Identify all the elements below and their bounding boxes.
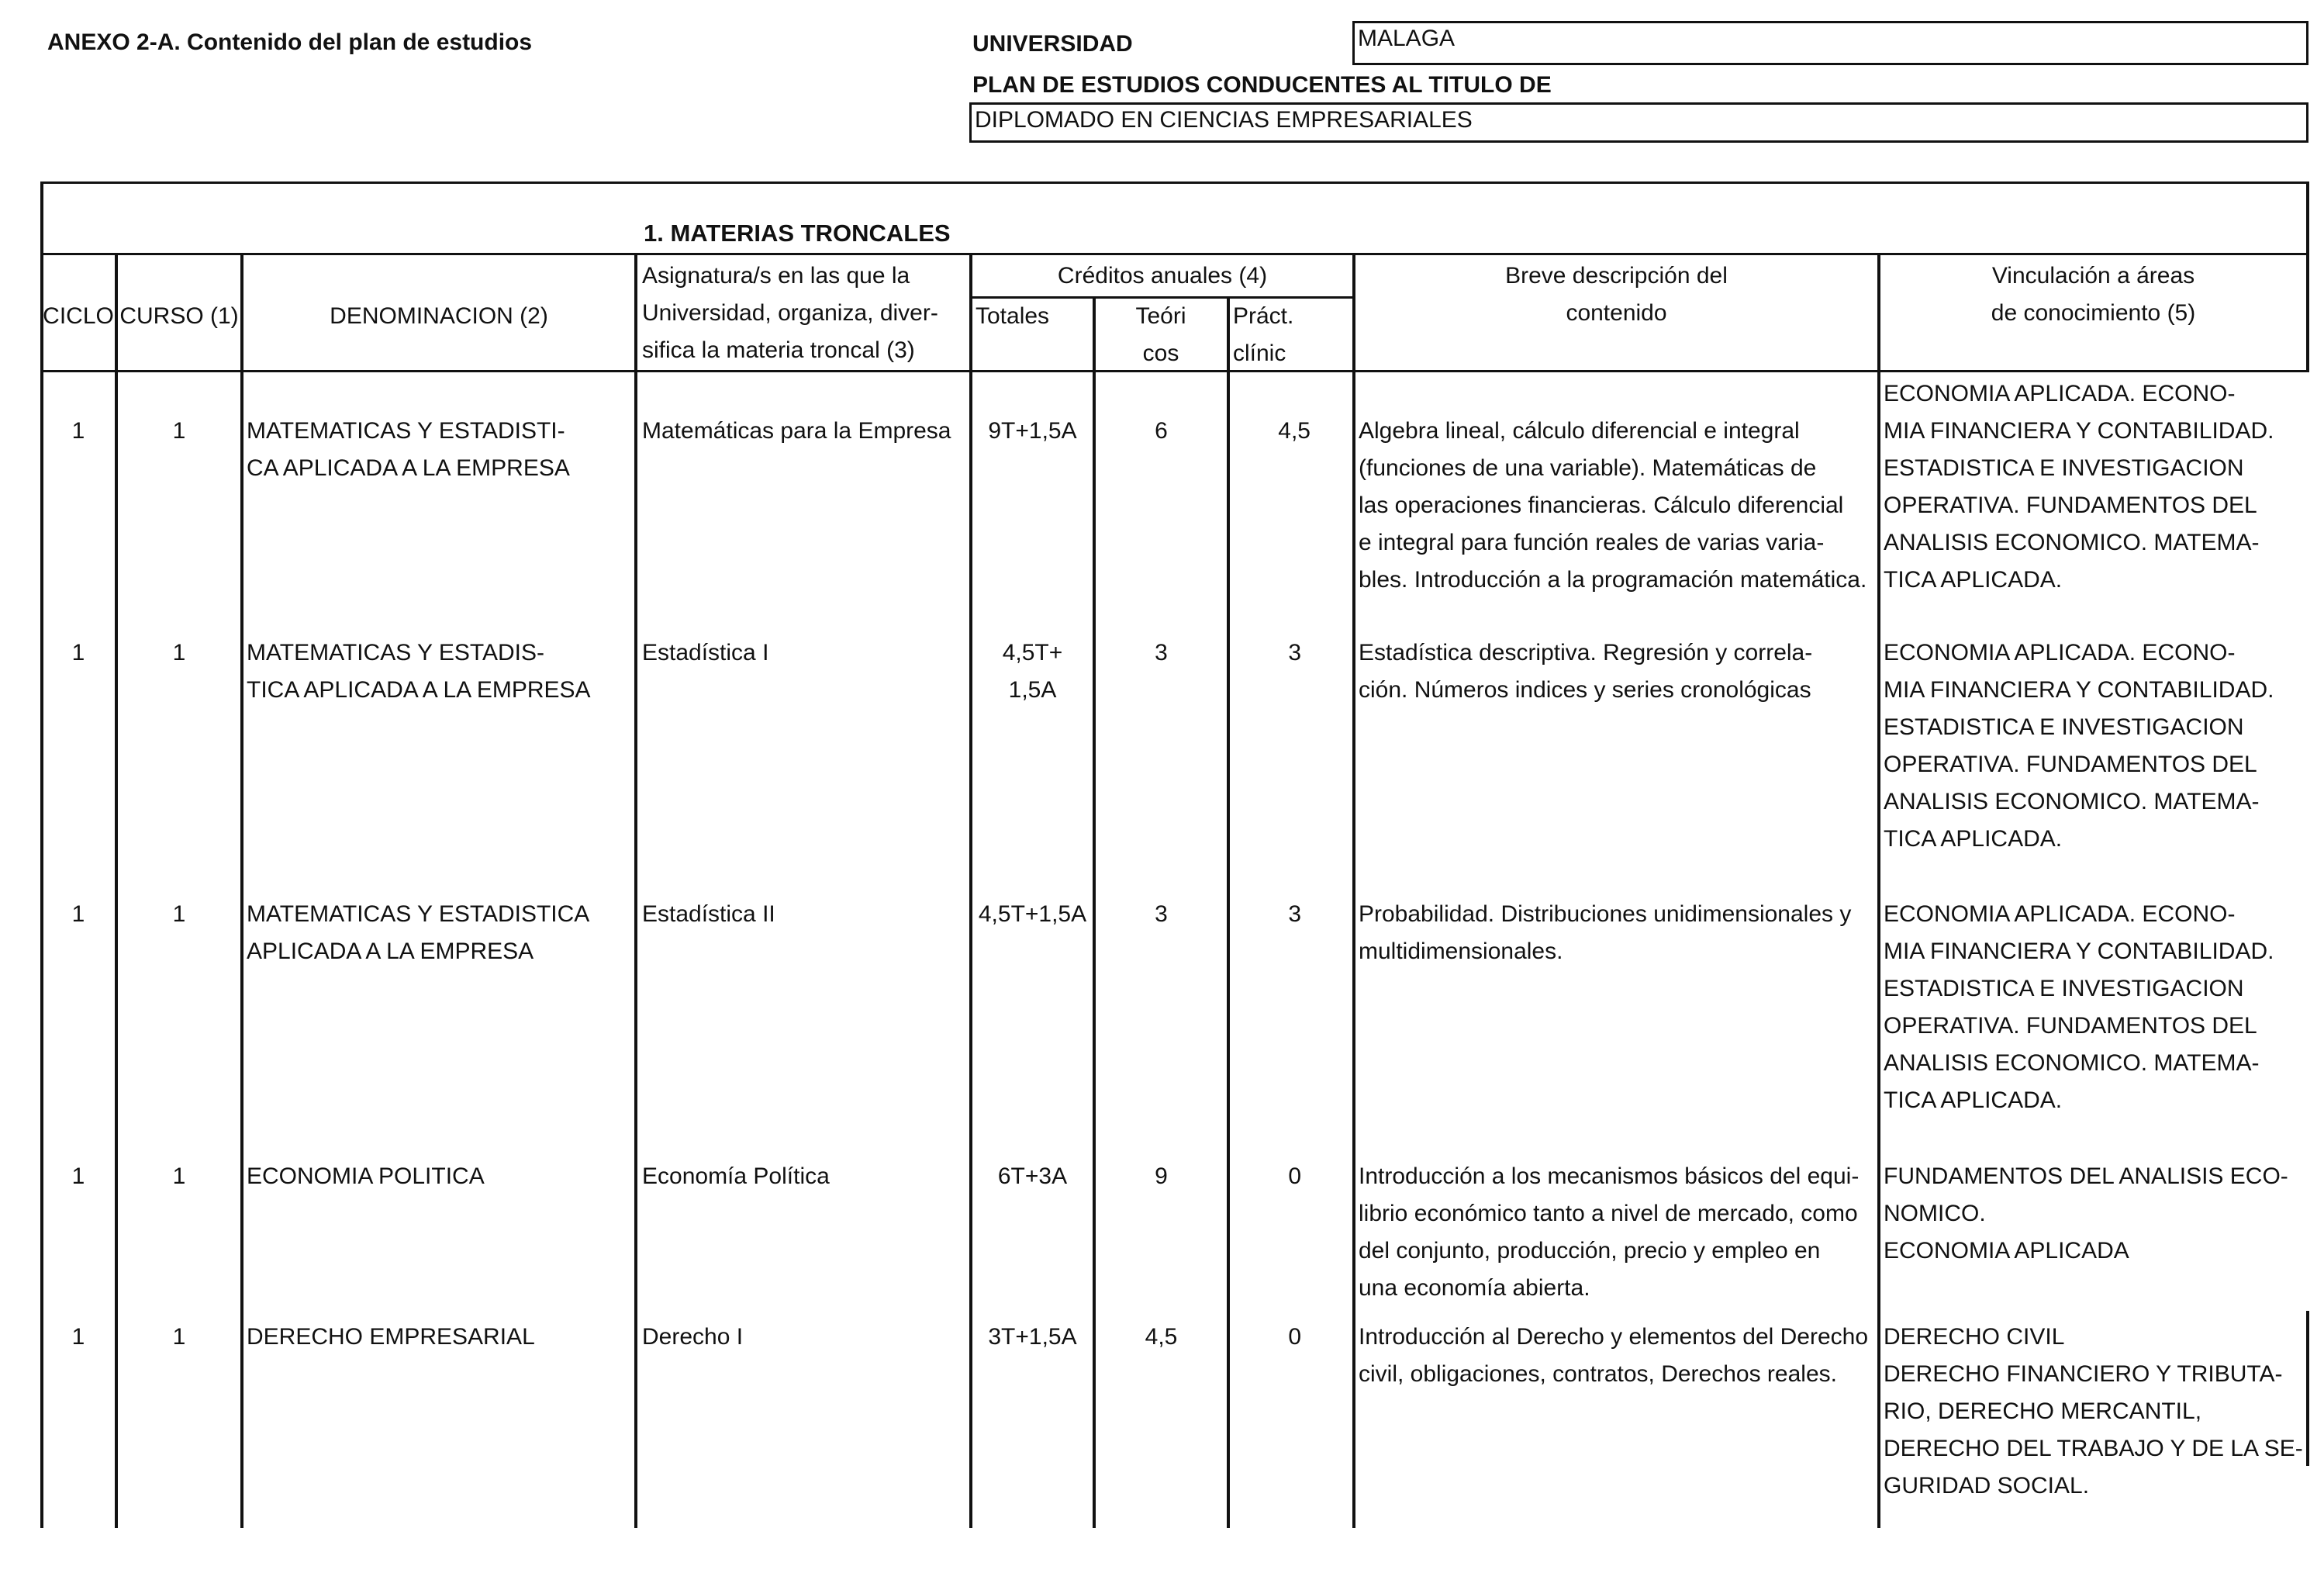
table-right-rule: [2306, 182, 2309, 372]
cell-asignatura: Estadística II: [642, 901, 775, 927]
section-title: 1. MATERIAS TRONCALES: [644, 220, 951, 247]
cell-teoricos: 6: [1155, 418, 1168, 444]
col-header-ciclo: CICLO: [43, 303, 114, 329]
col-header-totales: Totales: [976, 303, 1050, 329]
cell-denominacion: MATEMATICAS Y ESTADIS- TICA APLICADA A LA EMPRESA: [247, 640, 591, 703]
cell-descripcion: Introducción al Derecho y elementos del Derecho civil, obligaciones, contratos, Derechos reales.: [1359, 1324, 1869, 1387]
section-title-rule: [40, 253, 2309, 255]
col-header-creditos: Créditos anuales (4): [1057, 263, 1268, 289]
cell-denominacion: MATEMATICAS Y ESTADISTICA APLICADA A LA EMPRESA: [247, 901, 590, 964]
col-rule-creditos: [1352, 253, 1355, 1528]
col-rule-denominacion: [634, 253, 637, 1528]
col-header-practicos: Práct. clínic: [1233, 303, 1294, 366]
university-label: UNIVERSIDAD: [972, 31, 1133, 57]
col-header-curso: CURSO (1): [119, 303, 239, 329]
cell-asignatura: Matemáticas para la Empresa: [642, 418, 951, 444]
annex-title: ANEXO 2-A. Contenido del plan de estudios: [47, 29, 533, 55]
cell-descripcion: Algebra lineal, cálculo diferencial e integral (funciones de una variable). Matemáticas de las operaciones financieras. Cálculo diferencial e integral para función reales de varias varia- bles. Introducción a la programación matemática.: [1359, 418, 1867, 593]
cell-practicos: 0: [1288, 1324, 1301, 1350]
degree-field: DIPLOMADO EN CIENCIAS EMPRESARIALES: [969, 102, 2308, 143]
cell-denominacion: MATEMATICAS Y ESTADISTI- CA APLICADA A LA EMPRESA: [247, 418, 570, 481]
cell-totales: 4,5T+ 1,5A: [1002, 640, 1063, 703]
cell-curso: 1: [172, 901, 186, 927]
cell-asignatura: Derecho I: [642, 1324, 744, 1350]
university-field: MALAGA: [1352, 21, 2308, 65]
table-top-rule: [40, 182, 2309, 184]
cell-curso: 1: [172, 1163, 186, 1189]
cell-practicos: 3: [1288, 901, 1301, 927]
cell-vinculacion: FUNDAMENTOS DEL ANALISIS ECO- NOMICO. ECONOMIA APLICADA: [1884, 1163, 2288, 1264]
cell-totales: 6T+3A: [997, 1163, 1068, 1189]
cell-descripcion: Probabilidad. Distribuciones unidimensionales y multidimensionales.: [1359, 901, 1852, 964]
table-right-rule-lower: [2306, 1311, 2309, 1466]
col-header-asignatura: Asignatura/s en las que la Universidad, organiza, diver- sifica la materia troncal (3): [642, 263, 938, 363]
cell-asignatura: Economía Política: [642, 1163, 830, 1189]
cell-practicos: 3: [1288, 640, 1301, 666]
col-header-vinculacion: Vinculación a áreas de conocimiento (5): [1991, 263, 2196, 326]
cell-practicos: 4,5: [1278, 418, 1310, 444]
cell-vinculacion: ECONOMIA APLICADA. ECONO- MIA FINANCIERA Y CONTABILIDAD. ESTADISTICA E INVESTIGACION OPERATIVA. FUNDAMENTOS DEL ANALISIS ECONOMICO. MATEMA- TICA APLICADA.: [1884, 901, 2274, 1113]
cell-ciclo: 1: [71, 1163, 85, 1189]
cell-curso: 1: [172, 1324, 186, 1350]
cell-asignatura: Estadística I: [642, 640, 769, 666]
cell-descripcion: Introducción a los mecanismos básicos del equi- librio económico tanto a nivel de mercado, como del conjunto, producción, precio y empleo en una economía abierta.: [1359, 1163, 1860, 1301]
cell-teoricos: 9: [1155, 1163, 1168, 1189]
cell-teoricos: 3: [1155, 640, 1168, 666]
col-header-teoricos: Teóri cos: [1135, 303, 1186, 366]
cell-vinculacion: ECONOMIA APLICADA. ECONO- MIA FINANCIERA Y CONTABILIDAD. ESTADISTICA E INVESTIGACION OPERATIVA. FUNDAMENTOS DEL ANALISIS ECONOMICO. MATEMA- TICA APLICADA.: [1884, 381, 2274, 593]
cell-practicos: 0: [1288, 1163, 1301, 1189]
cell-ciclo: 1: [71, 640, 85, 666]
plan-label: PLAN DE ESTUDIOS CONDUCENTES AL TITULO DE: [972, 72, 1552, 98]
cell-totales: 4,5T+1,5A: [978, 901, 1087, 927]
col-rule-descripcion: [1877, 253, 1880, 1528]
col-header-denominacion: DENOMINACION (2): [330, 303, 548, 329]
cell-ciclo: 1: [71, 418, 85, 444]
cell-curso: 1: [172, 418, 186, 444]
cell-denominacion: ECONOMIA POLITICA: [247, 1163, 485, 1189]
cell-totales: 3T+1,5A: [988, 1324, 1077, 1350]
cell-curso: 1: [172, 640, 186, 666]
cell-teoricos: 4,5: [1145, 1324, 1178, 1350]
cell-descripcion: Estadística descriptiva. Regresión y correla- ción. Números indices y series cronológicas: [1359, 640, 1813, 703]
cell-vinculacion: ECONOMIA APLICADA. ECONO- MIA FINANCIERA Y CONTABILIDAD. ESTADISTICA E INVESTIGACION OPERATIVA. FUNDAMENTOS DEL ANALISIS ECONOMICO. MATEMA- TICA APLICADA.: [1884, 640, 2274, 852]
cell-teoricos: 3: [1155, 901, 1168, 927]
cell-ciclo: 1: [71, 1324, 85, 1350]
col-header-descripcion: Breve descripción del contenido: [1505, 263, 1728, 326]
cell-totales: 9T+1,5A: [988, 418, 1077, 444]
cell-denominacion: DERECHO EMPRESARIAL: [247, 1324, 535, 1350]
cell-ciclo: 1: [71, 901, 85, 927]
cell-vinculacion: DERECHO CIVIL DERECHO FINANCIERO Y TRIBUTA- RIO, DERECHO MERCANTIL, DERECHO DEL TRABAJO Y DE LA SE- GURIDAD SOCIAL.: [1884, 1324, 2303, 1499]
col-rule-curso: [240, 253, 243, 1528]
